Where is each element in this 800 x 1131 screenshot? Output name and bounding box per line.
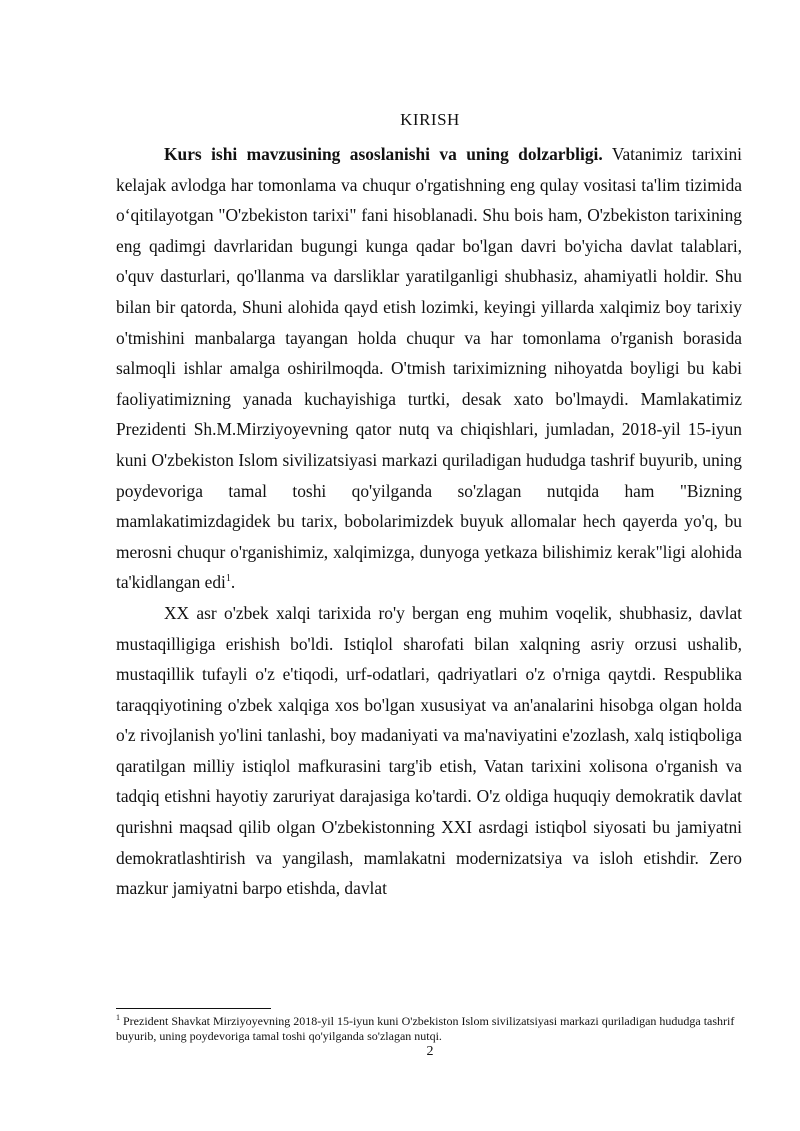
footnote-separator	[116, 1008, 271, 1009]
paragraph-independence: XX asr o'zbek xalqi tarixida ro'y bergan eng muhim voqelik, shubhasiz, davlat mustaqilligiga erishish bo'ldi. Istiqlol sharofati bilan xalqning asriy orzusi ushalib, mustaqillik tufayli o'z e'tiqodi, urf-odatlari, qadriyatlari o'z o'rniga qaytdi. Respublika taraqqiyotining o'zbek xalqiga xos bo'lgan xususiyat va an'analarini hisobga olgan holda o'z rivojlanish yo'lini tanlashi, boy madaniyati va ma'naviyatini e'zozlash, xalq istiqboliga qaratilgan milliy istiqlol mafkurasini targ'ib etish, Vatan tarixini xolisona o'rganish va tadqiq etishni hayotiy zaruriyat darajasiga ko'tardi. O'z oldiga huquqiy demokratik davlat qurishni maqsad qilib olgan O'zbekistonning XXI asrdagi istiqbol siyosati bu jamiyatni demokratlashtirish va yangilash, mamlakatni modernizatsiya va isloh etishdir. Zero mazkur jamiyatni barpo etishda, davlat	[116, 602, 742, 899]
footnote-reference[interactable]: 1	[225, 573, 231, 585]
paragraph-text: Vatanimiz tarixini kelajak avlodga har tomonlama va chuqur o'rgatishning eng qulay vositasi ta'lim tizimida o‘qitilayotgan "O'zbekiston tarixi" fani hisoblanadi. Shu bois ham, O'zbekiston tarixining eng qadimgi davrlaridan bugungi kunga qadar bo'lgan davri bo'yicha davlat talablari, o'quv dasturlari, qo'llanma va darsliklar yaratilganligi shubhasiz, ahamiyatli holdir. Shu bilan bir qatorda, Shuni alohida qayd etish lozimki, keyingi yillarda xalqimiz boy tarixiy o'tmishini manbalarga tayangan holda chuqur va har tomonlama o'rganish borasida salmoqli ishlar amalga oshirilmoqda. O'tmish tariximizning nihoyatda boyligi bu kabi faoliyatimizning yanada kuchayishiga turtki, desak xato bo'lmaydi. Mamlakatimiz Prezidenti Sh.M.Mirziyoyevning qator nutq va chiqishlari, jumladan, 2018-yil 15-iyun kuni O'zbekiston Islom sivilizatsiyasi markazi quriladigan hududga tashrif buyurib, uning poydevoriga tamal toshi qo'yilganda so'zlagan nutqida ham "Bizning mamlakatimizdagidek bu tarix, bobolarimizdek buyuk allomalar hech qayerda yo'q, bu merosni chuqur o'rganishimiz, xalqimizga, dunyoga yetkaza bilishimiz kerak"ligi alohida ta'kidlangan edi	[116, 144, 742, 593]
page-number: 2	[426, 1044, 434, 1059]
paragraph-end: .	[230, 572, 236, 593]
section-title: KIRISH	[400, 110, 460, 129]
footnote-marker: 1	[116, 1013, 120, 1022]
paragraph-lead-heading: Kurs ishi mavzusining asoslanishi va uning dolzarbligi.	[164, 144, 603, 164]
footnote	[116, 1014, 756, 1044]
footnote-text: Prezident Shavkat Mirziyoyevning 2018-yil 15-iyun kuni O'zbekiston Islom sivilizatsiyasi markazi quriladigan hududga tashrif buyurib, uning poydevoriga tamal toshi qo'yilganda so'zlagan nutqi.	[116, 1014, 735, 1043]
paragraph-introduction	[116, 139, 742, 598]
body-text	[116, 139, 742, 904]
